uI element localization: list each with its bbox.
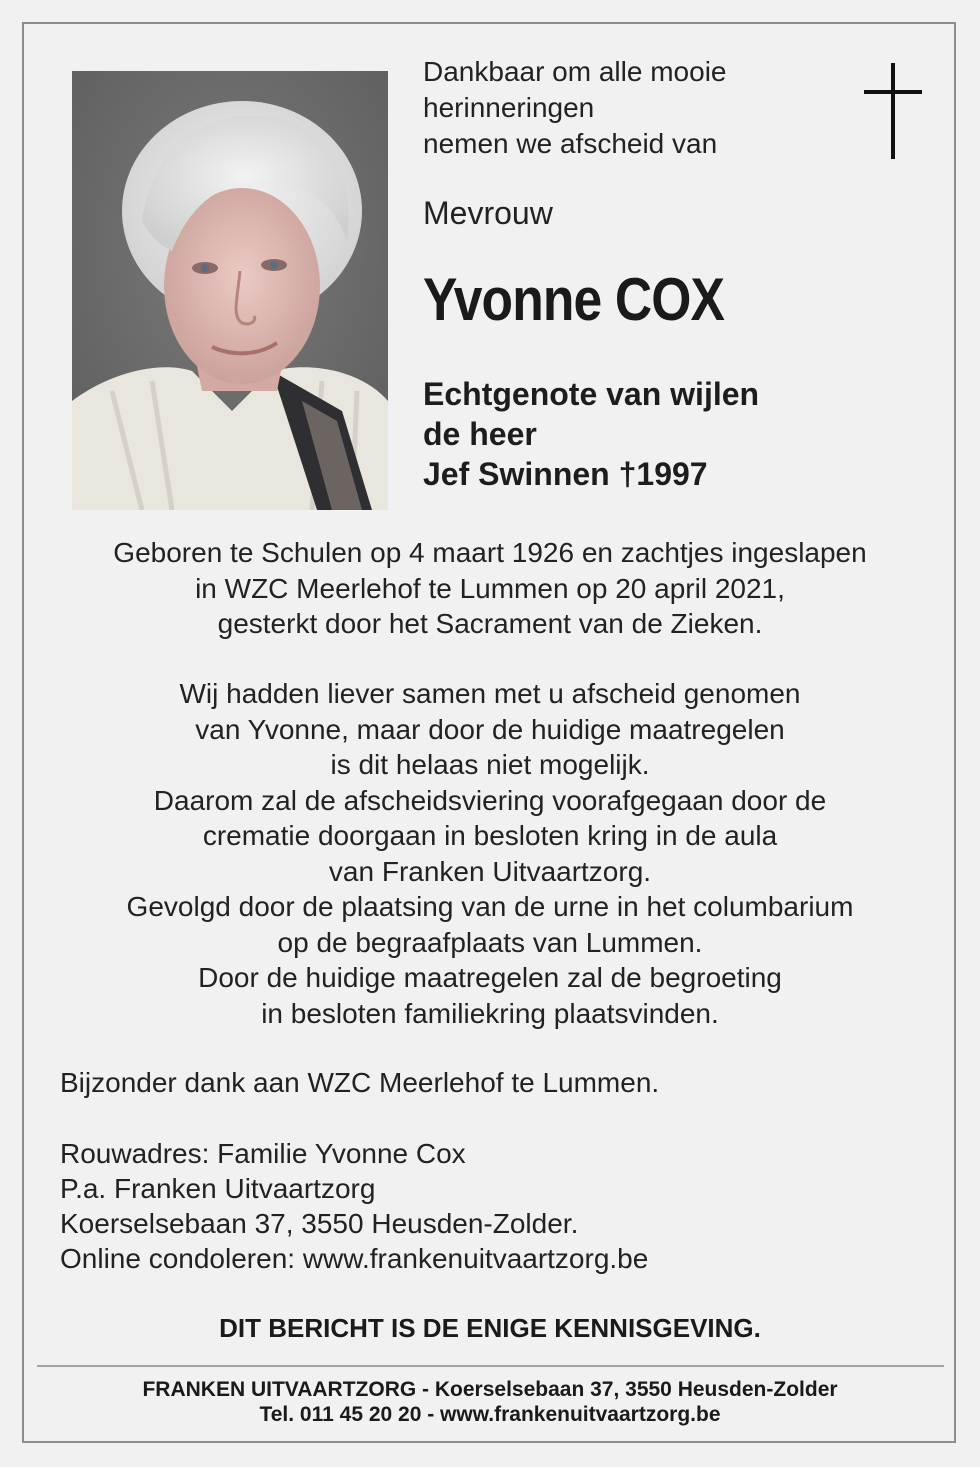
spouse-info bbox=[423, 374, 759, 494]
footer-line: FRANKEN UITVAARTZORG - Koerselsebaan 37, 3550 Heusden-Zolder bbox=[142, 1378, 838, 1401]
birth-line: in WZC Meerlehof te Lummen op 20 april 2021, bbox=[195, 572, 785, 604]
message-line: Gevolgd door de plaatsing van de urne in het columbarium bbox=[126, 891, 854, 922]
address-line: Rouwadres: Familie Yvonne Cox bbox=[60, 1138, 466, 1169]
portrait-photo bbox=[72, 71, 388, 510]
message-line: Door de huidige maatregelen zal de begroeting bbox=[198, 962, 782, 993]
intro-line: herinneringen bbox=[423, 92, 595, 123]
message-line: Wij hadden liever samen met u afscheid genomen bbox=[179, 678, 801, 709]
title-prefix: Mevrouw bbox=[423, 195, 553, 231]
birth-line: gesterkt door het Sacrament van de Zieken. bbox=[217, 608, 763, 639]
intro-line: Dankbaar om alle mooie bbox=[423, 56, 727, 87]
latin-cross-icon bbox=[864, 63, 922, 159]
intro-line: nemen we afscheid van bbox=[423, 128, 718, 159]
intro-text bbox=[423, 54, 727, 162]
spouse-line: Jef Swinnen †1997 bbox=[423, 456, 708, 492]
ceremony-message bbox=[40, 676, 940, 1031]
address-line: Online condoleren: www.frankenuitvaartzorg.be bbox=[60, 1243, 649, 1274]
address-line: P.a. Franken Uitvaartzorg bbox=[60, 1173, 376, 1204]
footer bbox=[40, 1377, 940, 1427]
mourning-address bbox=[60, 1136, 648, 1276]
thanks-line: Bijzonder dank aan WZC Meerlehof te Lummen. bbox=[60, 1067, 660, 1098]
spouse-line: de heer bbox=[423, 416, 537, 452]
thanks-text bbox=[60, 1065, 659, 1100]
message-line: Daarom zal de afscheidsviering voorafgegaan door de bbox=[153, 784, 827, 816]
footer-divider bbox=[37, 1365, 944, 1367]
message-line: is dit helaas niet mogelijk. bbox=[330, 749, 650, 780]
footer-line: Tel. 011 45 20 20 - www.frankenuitvaartzorg.be bbox=[259, 1403, 721, 1426]
message-line: crematie doorgaan in besloten kring in de aula bbox=[202, 820, 778, 851]
birth-line: Geboren te Schulen op 4 maart 1926 en zachtjes ingeslapen bbox=[113, 537, 867, 568]
message-line: van Franken Uitvaartzorg. bbox=[328, 855, 652, 887]
spouse-line: Echtgenote van wijlen bbox=[423, 376, 760, 412]
message-line: in besloten familiekring plaatsvinden. bbox=[261, 997, 719, 1029]
deceased-name: Yvonne COX bbox=[423, 266, 725, 333]
message-line: op de begraafplaats van Lummen. bbox=[277, 926, 703, 958]
address-line: Koerselsebaan 37, 3550 Heusden-Zolder. bbox=[60, 1208, 579, 1239]
birth-death-text bbox=[40, 535, 940, 642]
message-line: van Yvonne, maar door de huidige maatregelen bbox=[195, 713, 785, 745]
notice-heading: DIT BERICHT IS DE ENIGE KENNISGEVING. bbox=[219, 1313, 761, 1343]
